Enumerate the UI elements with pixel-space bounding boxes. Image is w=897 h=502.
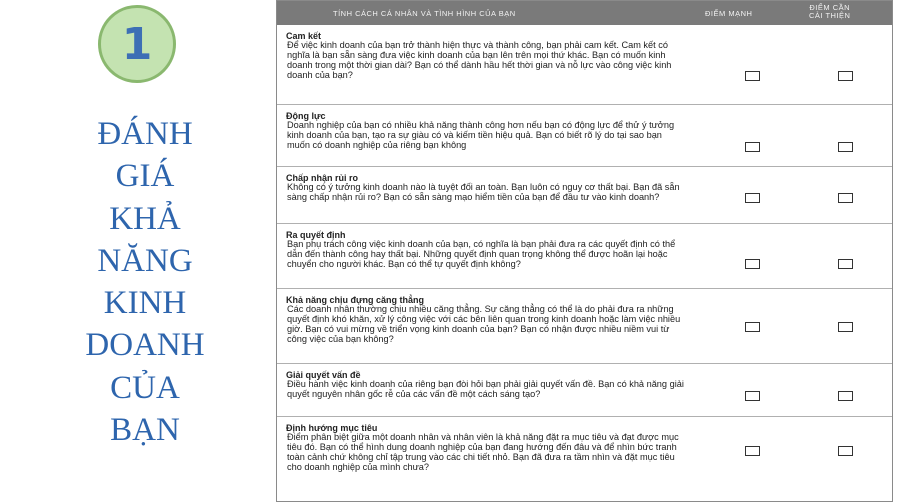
item-body: Không có ý tưởng kinh doanh nào là tuyệt đối an toàn. Bạn luôn có nguy cơ thất bại. Bạn đã sẵn sàng chấp nhận rủi ro? Bạn có sẵn sàng mạo hiểm tiền của bạn để đầu tư vào kinh doanh? [287,182,680,202]
slide-number-badge [98,5,176,83]
header-improve-line2: CẢI THIỆN [809,11,851,20]
item-body: Điểm phân biệt giữa một doanh nhân và nhân viên là khả năng đặt ra mục tiêu và đạt được mục tiêu đó. Bạn có thể hình dung doanh nghiệp của bạn đang hướng đến đâu và để nhìn bức tranh toàn cảnh chứ không chỉ tập trung vào các chi tiết nhỏ. Bạn đã đưa ra tầm nhìn và đặt mục tiêu cho doanh nghiệp của mình chưa? [287,432,679,472]
item-row-commitment [277,25,892,105]
improve-checkbox[interactable] [838,322,853,332]
item-row-problem-solving [277,364,892,417]
item-row-decision-making [277,224,892,289]
item-title: Động lực [286,111,326,121]
improve-checkbox[interactable] [838,391,853,401]
title-line: CỦA [110,369,180,406]
strength-checkbox[interactable] [745,322,760,332]
item-row-stress-tolerance [277,289,892,364]
strength-checkbox[interactable] [745,259,760,269]
item-title: Định hướng mục tiêu [286,423,378,433]
title-line: ĐÁNH [97,116,193,152]
header-traits: TÍNH CÁCH CÁ NHÂN VÀ TÌNH HÌNH CỦA BẠN [333,9,516,18]
improve-checkbox[interactable] [838,193,853,203]
title-line: KHẢ [109,200,181,237]
item-body: Điều hành việc kinh doanh của riêng bạn đòi hỏi bạn phải giải quyết vấn đề. Bạn có khả năng giải quyết nguyên nhân gốc rễ của các vấn đề một cách sáng tạo? [287,379,684,399]
item-title: Khả năng chịu đựng căng thẳng [286,295,425,305]
improve-checkbox[interactable] [838,259,853,269]
item-row-risk-taking [277,167,892,224]
header-strength: ĐIỂM MẠNH [705,9,753,18]
item-body: Để việc kinh doanh của bạn trở thành hiện thực và thành công, bạn phải cam kết. Cam kết có nghĩa là bạn sẵn sàng đưa việc kinh doanh của bạn lên trên mọi thứ khác. Bạn có muốn kinh doanh trong một thời gian dài? Bạn có thể dành hầu hết thời gian và nỗ lực vào công việc kinh doanh của bạn? [287,40,672,80]
item-title: Ra quyết định [286,230,346,240]
title-line: BẠN [110,412,180,449]
improve-checkbox[interactable] [838,71,853,81]
self-assessment-form [276,0,893,502]
item-body: Bạn phụ trách công việc kinh doanh của bạn, có nghĩa là bạn phải đưa ra các quyết định có thể dẫn đến thành công hay thất bại. Những quyết định quan trọng không thể được hoãn lại hoặc chuyển cho người khác. Bạn có thể tự quyết định không? [287,239,676,269]
item-body: Doanh nghiệp của bạn có nhiều khả năng thành công hơn nếu bạn có động lực để thử ý tưởng kinh doanh của bạn, tạo ra sự giàu có và kiếm tiền hiệu quả. Bạn có biết rõ lý do tại sao bạn muốn có doanh nghiệp của riêng bạn không [287,120,675,150]
strength-checkbox[interactable] [745,391,760,401]
form-header [277,1,892,25]
title-line: KINH [103,285,187,322]
item-title: Cam kết [286,31,322,41]
item-title: Chấp nhận rủi ro [286,173,358,183]
item-row-motivation [277,105,892,167]
header-improve [809,4,850,20]
title-line: GIÁ [115,158,175,195]
strength-checkbox[interactable] [745,446,760,456]
slide-title [60,113,230,451]
item-title: Giải quyết vấn đề [286,370,361,380]
improve-checkbox[interactable] [838,446,853,456]
title-line: DOANH [85,327,205,364]
title-line: NĂNG [97,242,193,279]
header-improve-line1: ĐIỂM CẦN [809,3,851,12]
strength-checkbox[interactable] [745,71,760,81]
strength-checkbox[interactable] [745,193,760,203]
item-body: Các doanh nhân thường chịu nhiều căng thẳng. Sự căng thẳng có thể là do phải đưa ra những quyết định khó khăn, xử lý công việc với các bên liên quan trong kinh doanh hoặc làm việc nhiều giờ. Bạn có vui mừng về triển vọng kinh doanh của bạn? Bạn có nhận được nhiều niềm vui từ công việc của bạn không? [287,304,681,344]
slide-number: 1 [121,18,153,70]
item-row-goal-orientation [277,417,892,499]
strength-checkbox[interactable] [745,142,760,152]
improve-checkbox[interactable] [838,142,853,152]
